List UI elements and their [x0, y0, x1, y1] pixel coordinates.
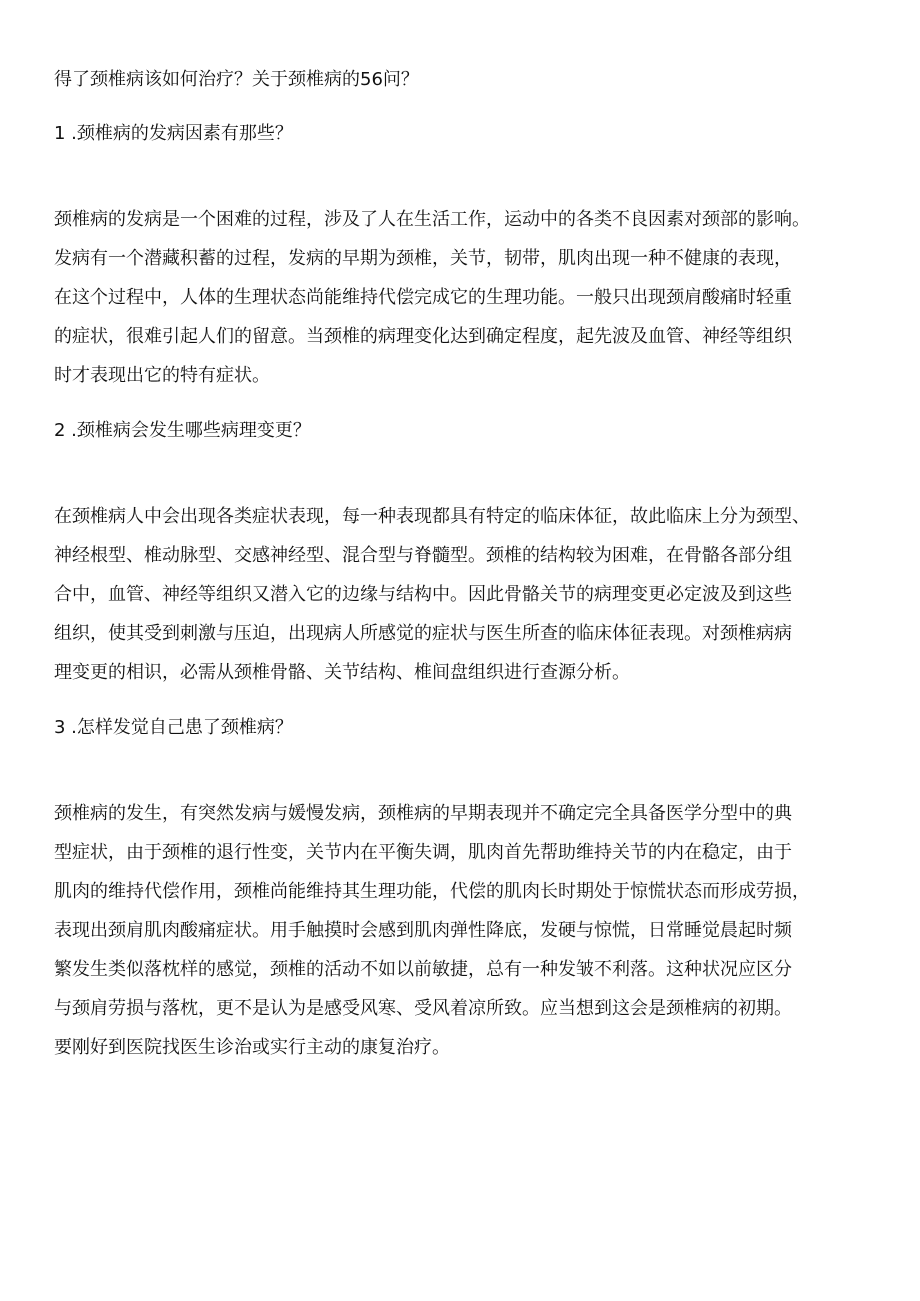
section-heading-3: 3 .怎样发觉自己患了颈椎病？: [54, 717, 293, 738]
paragraph-line: 组织，使其受到刺激与压迫，出现病人所感觉的症状与医生所查的临床体征表现。对颈椎病病: [54, 623, 792, 644]
paragraph-line: 的症状，很难引起人们的留意。当颈椎的病理变化达到确定程度，起先波及血管、神经等组织: [54, 326, 792, 347]
paragraph-line: 颈椎病的发生，有突然发病与媛慢发病，颈椎病的早期表现并不确定完全具备医学分型中的典: [54, 803, 792, 824]
paragraph-line: 在颈椎病人中会出现各类症状表现，每一种表现都具有特定的临床体征，故此临床上分为颈型、: [54, 506, 810, 527]
paragraph-line: 时才表现出它的特有症状。: [54, 365, 270, 386]
paragraph-line: 颈椎病的发病是一个困难的过程，涉及了人在生活工作，运动中的各类不良因素对颈部的影响。: [54, 209, 810, 230]
paragraph-line: 型症状，由于颈椎的退行性变，关节内在平衡失调，肌肉首先帮助维持关节的内在稳定，由于: [54, 842, 792, 863]
section-heading-1: 1 .颈椎病的发病因素有那些？: [54, 123, 293, 144]
paragraph-line: 发病有一个潜藏积蓄的过程，发病的早期为颈椎，关节，韧带，肌肉出现一种不健康的表现，: [54, 248, 792, 269]
section-paragraph-2: [54, 497, 872, 692]
section-paragraph-1: [54, 200, 872, 395]
section-paragraph-3: [54, 794, 872, 1067]
paragraph-line: 与颈肩劳损与落枕，更不是认为是感受风寒、受风着凉所致。应当想到这会是颈椎病的初期。: [54, 998, 792, 1019]
paragraph-line: 理变更的相识，必需从颈椎骨骼、关节结构、椎间盘组织进行查源分析。: [54, 662, 630, 683]
paragraph-line: 神经根型、椎动脉型、交感神经型、混合型与脊髓型。颈椎的结构较为困难，在骨骼各部分组: [54, 545, 792, 566]
paragraph-line: 肌肉的维持代偿作用，颈椎尚能维持其生理功能，代偿的肌肉长时期处于惊慌状态而形成劳损，: [54, 881, 810, 902]
document-page: [54, 62, 872, 1085]
document-title: 得了颈椎病该如何治疗？关于颈椎病的56问？: [54, 69, 419, 90]
paragraph-line: 要刚好到医院找医生诊治或实行主动的康复治疗。: [54, 1037, 450, 1058]
paragraph-line: 繁发生类似落枕样的感觉，颈椎的活动不如以前敏捷，总有一种发皱不利落。这种状况应区分: [54, 959, 792, 980]
paragraph-line: 合中，血管、神经等组织又潜入它的边缘与结构中。因此骨骼关节的病理变更必定波及到这些: [54, 584, 792, 605]
paragraph-line: 在这个过程中，人体的生理状态尚能维持代偿完成它的生理功能。一般只出现颈肩酸痛时轻重: [54, 287, 792, 308]
paragraph-line: 表现出颈肩肌肉酸痛症状。用手触摸时会感到肌肉弹性降底，发硬与惊慌，日常睡觉晨起时频: [54, 920, 792, 941]
section-heading-2: 2 .颈椎病会发生哪些病理变更？: [54, 420, 311, 441]
